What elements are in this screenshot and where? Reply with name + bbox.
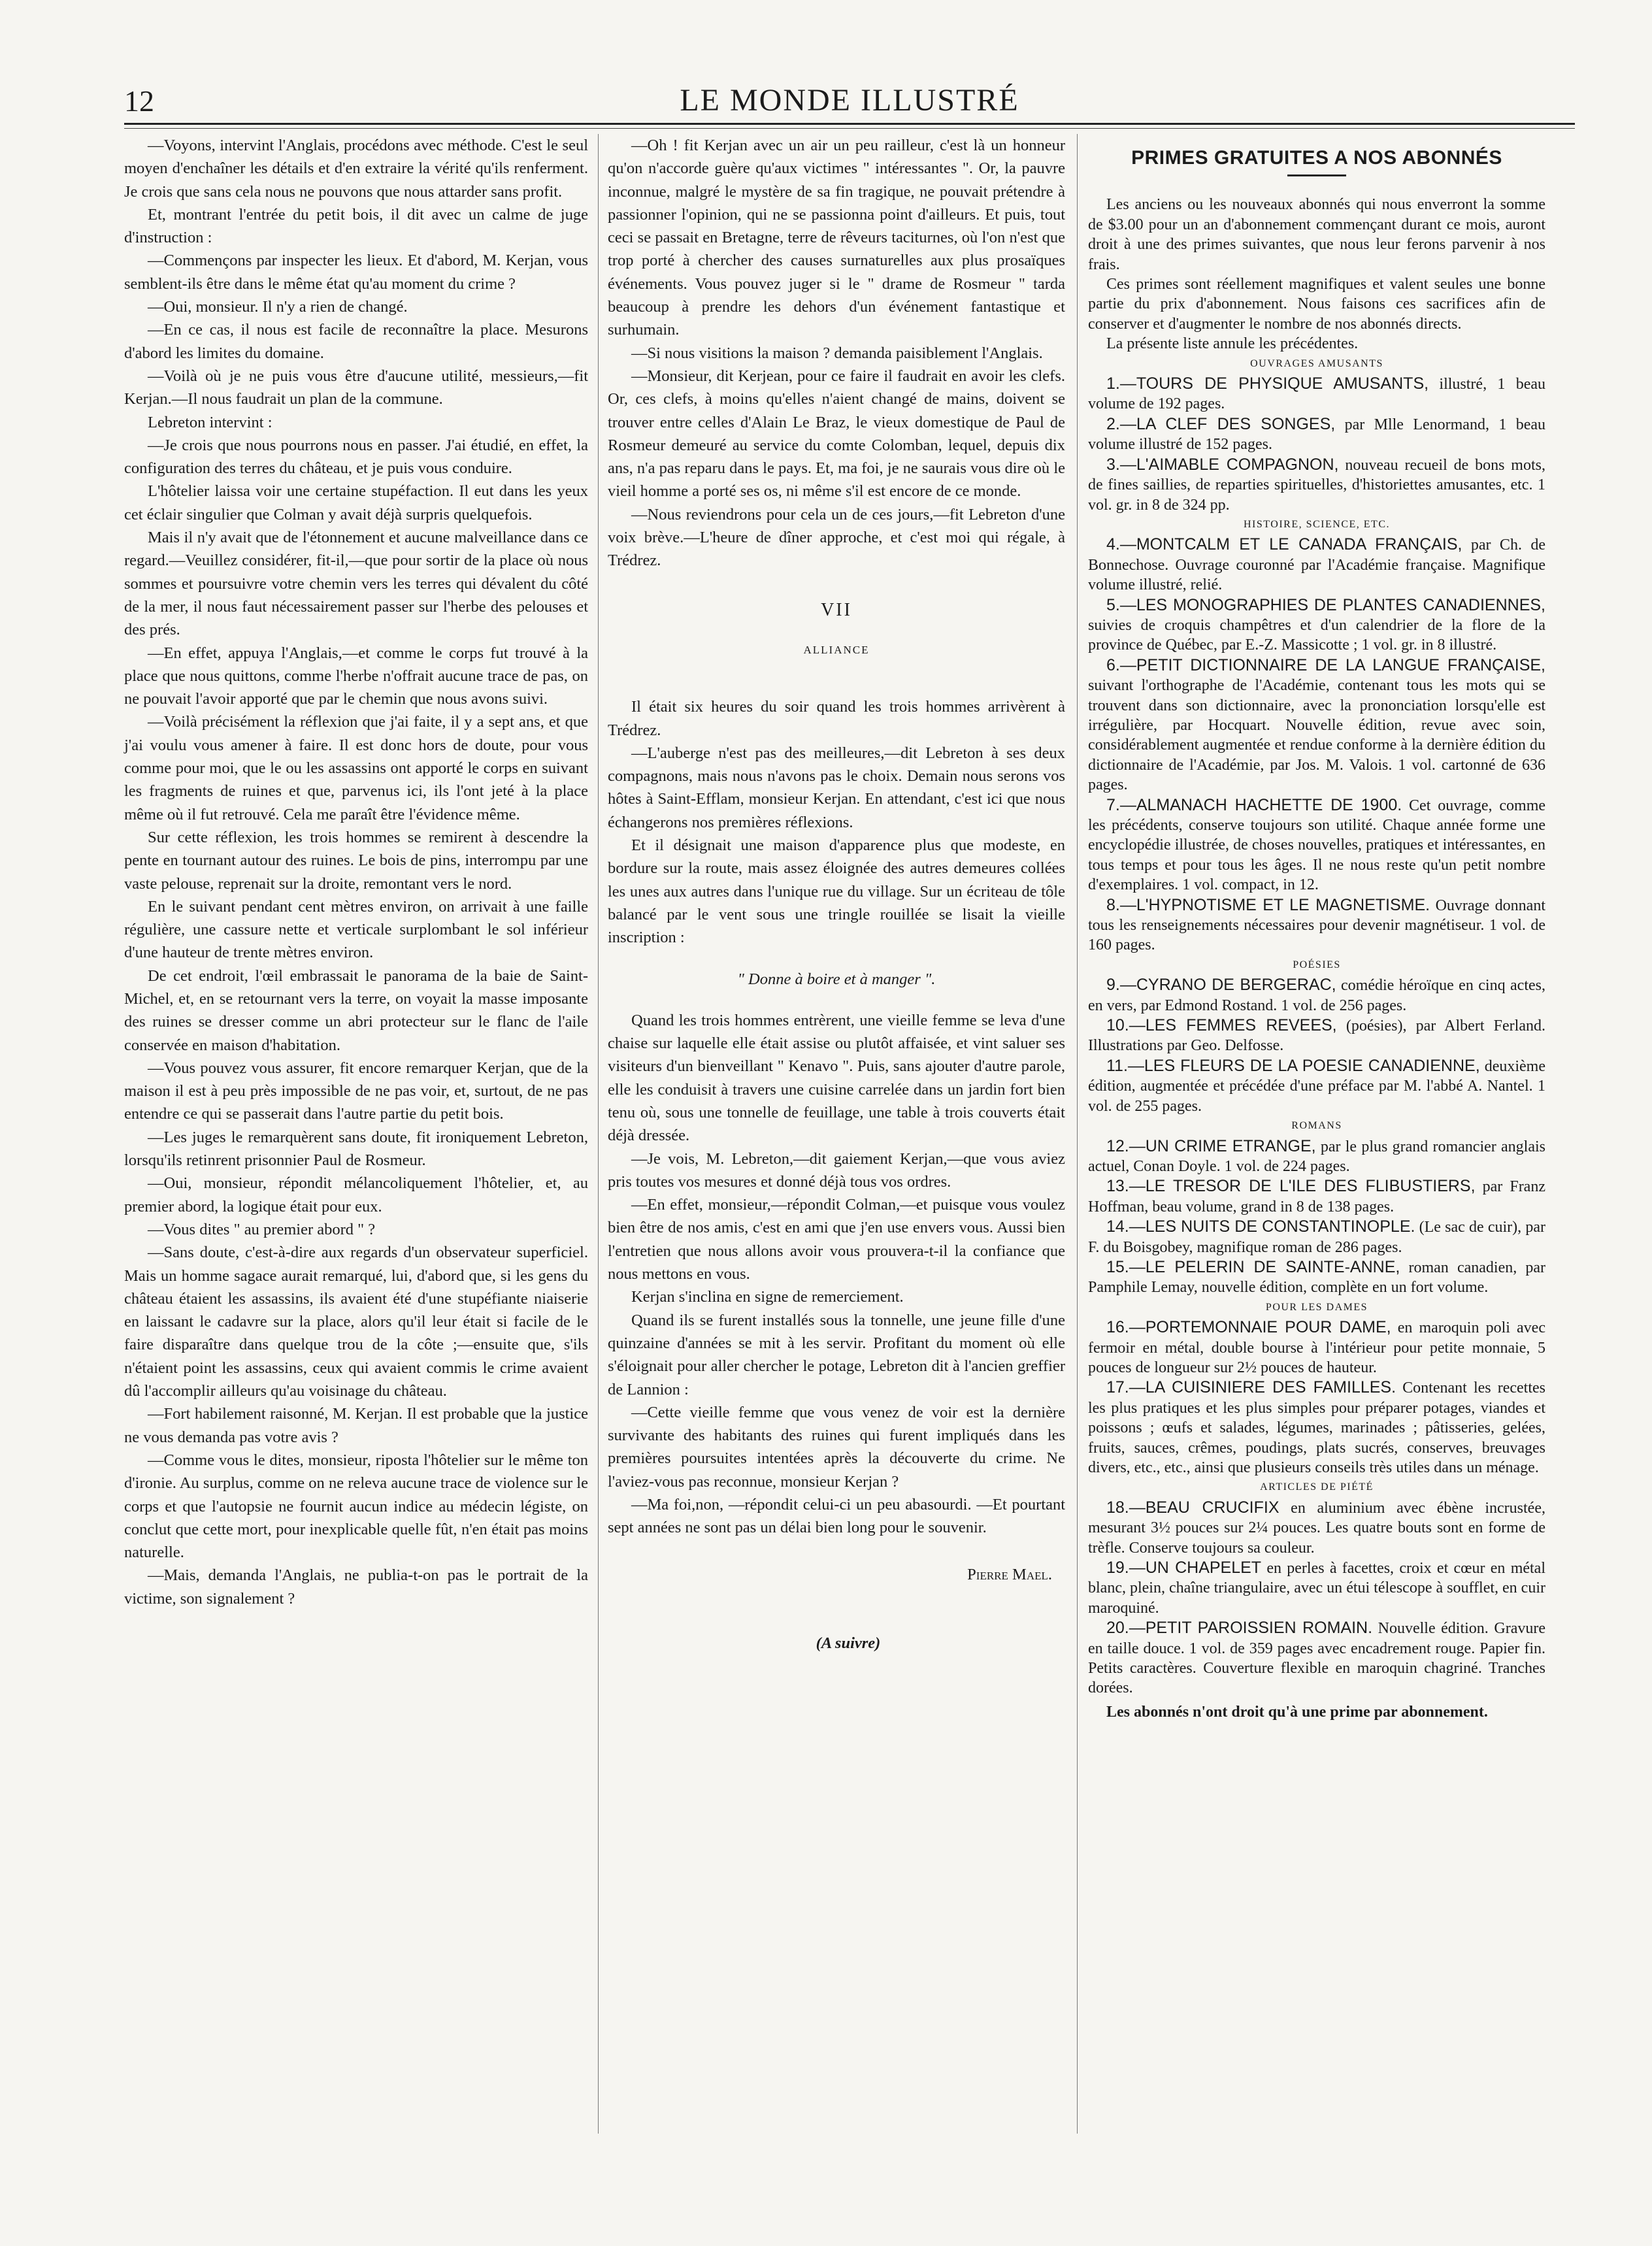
paragraph: —Voyons, intervint l'Anglais, procédons avec méthode. C'est le seul moyen d'enchaîner les détails et d'en extraire la vérité qu'ils renferment. Je crois que sans cela nous ne pouvons que nous attarder sans profit. xyxy=(124,137,588,201)
page-number: 12 xyxy=(124,84,154,118)
paragraph: —Oui, monsieur. Il n'y a rien de changé. xyxy=(148,298,408,316)
prime-item xyxy=(1088,1618,1545,1698)
story-continuation xyxy=(608,134,1065,572)
to-be-continued: (A suivre) xyxy=(816,1634,881,1652)
paragraph: —Vous dites " au premier abord " ? xyxy=(148,1220,376,1238)
prime-item xyxy=(1088,1498,1545,1558)
primes-section-heading: POÉSIES xyxy=(1293,959,1341,970)
paragraph: En le suivant pendant cent mètres environ, on arrivait à une faille régulière, une cassure nette et verticale surplombant le sol inférieur d'une hauteur de trente mètres environ. xyxy=(124,897,588,962)
chapter-number: VII xyxy=(821,599,852,620)
prime-item-description: illustré, 1 beau volume de 192 pages. xyxy=(1088,376,1546,413)
primes-list xyxy=(1088,354,1545,1698)
prime-item-title: 7.—ALMANACH HACHETTE DE 1900. xyxy=(1106,795,1402,814)
inn-inscription: " Donne à boire et à manger ". xyxy=(737,970,936,988)
paragraph: Et, montrant l'entrée du petit bois, il dit avec un calme de juge d'instruction : xyxy=(124,205,588,247)
prime-item-description: comédie héroïque en cinq actes, en vers, par Edmond Rostand. 1 vol. de 256 pages. xyxy=(1088,977,1545,1014)
paragraph: —Je crois que nous pourrons nous en passer. J'ai étudié, en effet, la configuration des terres du château, et je puis vous conduire. xyxy=(124,436,588,478)
paragraph: Et il désignait une maison d'apparence plus que modeste, en bordure sur la route, mais assez éloignée des autres demeures collées les unes aux autres dans l'unique rue du village. Sur un écriteau de tôle balancé par le vent sous une tringle rouillée se lisait la vieille inscription : xyxy=(608,836,1065,947)
prime-item-title: 16.—PORTEMONNAIE POUR DAME, xyxy=(1106,1318,1391,1337)
primes-intro xyxy=(1088,195,1545,354)
primes-intro-paragraph: Les anciens ou les nouveaux abonnés qui nous enverront la somme de $3.00 pour un an d'abonnement commençant durant ce mois, auront droit à une des primes suivantes, que nous leur ferons parvenir à nos frais. xyxy=(1088,196,1545,273)
prime-item-description: en maroquin poli avec fermoir en métal, double bourse à l'intérieur pour petite monnaie, 5 pouces de longueur sur 2½ pouces de hauteur. xyxy=(1088,1319,1545,1376)
prime-item-description: suivant l'orthographe de l'Académie, contenant tous les mots qui se trouvent dans son dictionnaire, avec la prononciation lorsqu'elle est irrégulière, par Hocquart. Nouvelle édition, revue avec soin, considérablement augmentée et rendue conforme à la dernière édition du dictionnaire de l'Académie, par Jos. M. Valois. 1 vol. cartonné de 636 pages. xyxy=(1088,677,1545,794)
prime-item-title: 18.—BEAU CRUCIFIX xyxy=(1106,1498,1280,1517)
prime-item xyxy=(1088,1016,1545,1056)
prime-item-title: 2.—LA CLEF DES SONGES, xyxy=(1106,414,1336,433)
prime-item-description: Ouvrage donnant tous les renseignements nécessaires pour devenir magnétiseur. 1 vol. de 160 pages. xyxy=(1088,897,1545,954)
prime-item xyxy=(1088,1317,1545,1378)
story-column-2 xyxy=(608,134,1065,1655)
story-column-1 xyxy=(124,134,588,1610)
prime-item xyxy=(1088,1136,1545,1177)
prime-item-title: 19.—UN CHAPELET xyxy=(1106,1559,1262,1577)
prime-item-title: 8.—L'HYPNOTISME ET LE MAGNETISME. xyxy=(1106,895,1430,914)
paragraph: Quand les trois hommes entrèrent, une vieille femme se leva d'une chaise sur laquelle elle était assise ou plutôt affaisée, et vint saluer ses visiteurs d'un bienveillant " Kenavo ". Puis, sans ajouter d'autre parole, elle les conduisit à travers une cuisine carrelée dans un jardin fort bien tenu où, sous une tonnelle de feuillage, une table à trois couverts était déjà dressée. xyxy=(608,1011,1065,1145)
prime-item xyxy=(1088,795,1545,895)
paragraph: —Comme vous le dites, monsieur, riposta l'hôtelier sur le même ton d'ironie. Au surplus, comme on ne releva aucune trace de violence sur le corps et que l'autopsie ne fournit aucun indice au médecin légiste, on conclut que cette mort, pour inexplicable quelle fût, n'en était pas moins naturelle. xyxy=(124,1451,588,1562)
paragraph: —En effet, monsieur,—répondit Colman,—et puisque vous voulez bien être de nos amis, c'est en ami que j'en use envers vous. Aussi bien l'entretien que nous allons avoir vous prouvera-t-il la confiance que nous mettons en vous. xyxy=(608,1196,1065,1283)
prime-item-description: par Franz Hoffman, beau volume, grand in 8 de 138 pages. xyxy=(1088,1178,1545,1215)
paragraph: Sur cette réflexion, les trois hommes se remirent à descendre la pente en tournant autour des ruines. Le bois de pins, interrompu par une vaste pelouse, reprenait sur la droite, remontant vers le nord. xyxy=(124,828,588,893)
prime-item-title: 11.—LES FLEURS DE LA POESIE CANADIENNE, xyxy=(1106,1056,1480,1075)
primes-section-heading: POUR LES DAMES xyxy=(1265,1301,1368,1313)
header-rule xyxy=(124,123,1575,125)
prime-item-description: roman canadien, par Pamphile Lemay, nouvelle édition, complète en un fort volume. xyxy=(1088,1259,1546,1296)
prime-item-description: (Le sac de cuir), par F. du Boisgobey, magnifique roman de 286 pages. xyxy=(1088,1219,1545,1256)
prime-item xyxy=(1088,895,1545,955)
header-rule-thin xyxy=(124,128,1575,129)
prime-item xyxy=(1088,1558,1545,1618)
prime-item-description: nouveau recueil de bons mots, de fines saillies, de reparties spirituelles, d'historiettes amusantes, etc. 1 vol. gr. in 8 de 324 pp. xyxy=(1088,456,1545,514)
prime-item xyxy=(1088,1217,1545,1257)
prime-item xyxy=(1088,1378,1545,1478)
prime-item xyxy=(1088,1257,1545,1298)
prime-item-description: en perles à facettes, croix et cœur en métal blanc, plein, chaîne triangulaire, avec un étui télescope à soufflet, en cuir maroquiné. xyxy=(1088,1560,1545,1617)
paragraph: De cet endroit, l'œil embrassait le panorama de la baie de Saint-Michel, et, en se retournant vers la terre, on voyait la masse imposante des ruines se dresser comme un abri protecteur sur le flanc de l'aile conservée en maison d'habitation. xyxy=(124,966,588,1054)
prime-item xyxy=(1088,414,1545,455)
prime-item-title: 13.—LE TRESOR DE L'ILE DES FLIBUSTIERS, xyxy=(1106,1177,1476,1196)
paragraph: —Oh ! fit Kerjan avec un air un peu railleur, c'est là un honneur qu'on n'accorde guère qu'aux victimes " intéressantes ". Or, la pauvre inconnue, malgré le mystère de sa fin tragique, ne pouvait prétendre à passionner l'opinion, qui ne se passionna point d'ailleurs. Et puis, tout ceci se passait en Bretagne, terre de rêveurs taciturnes, où l'on n'est que trop porté à chercher des causes surnaturelles aux plus prosaïques événements. Vous pouvez juger si le " drame de Rosmeur " tarda beaucoup à prendre les dehors d'un événement fantastique et surhumain. xyxy=(608,137,1065,339)
paragraph: Mais il n'y avait que de l'étonnement et aucune malveillance dans ce regard.—Veuillez considérer, fit-il,—que pour sortir de la place où nous sommes et poursuivre votre chemin vers les terres qui dévalent du côté de la mer, il nous faut nécessairement passer sur l'herbe des pelouses et des prés. xyxy=(124,529,588,639)
paragraph: —Ma foi,non, —répondit celui-ci un peu abasourdi. —Et pourtant sept années ne sont pas un délai bien long pour le souvenir. xyxy=(608,1496,1065,1537)
paragraph: —Voilà précisément la réflexion que j'ai faite, il y a sept ans, et que j'ai voulu vous amener à faire. Il est donc hors de doute, pour vous comme pour moi, que le ou les assassins ont apporté le corps en suivant les fragments de ruines et que, parvenus ici, ils l'ont jeté à la place même où il fut retrouvé. Cela me paraît être l'évidence même. xyxy=(124,713,588,823)
prime-item xyxy=(1088,1176,1545,1217)
primes-column xyxy=(1088,134,1545,1722)
primes-title: PRIMES GRATUITES A NOS ABONNÉS xyxy=(1131,147,1502,169)
paragraph: —Sans doute, c'est-à-dire aux regards d'un observateur superficiel. Mais un homme sagace aurait remarqué, lui, d'abord que, si les gens du château étaient les assassins, ils avaient été d'une stupéfiante niaiserie en laissant le cadavre sur la place, alors qu'il leur était si facile de le faire disparaître dans quelque trou de la côte ;—ensuite que, s'ils n'étaient point les assassins, ceux qui avaient commis le crime avaient dû l'accomplir ailleurs qu'au voisinage du château. xyxy=(124,1244,588,1400)
prime-item-title: 5.—LES MONOGRAPHIES DE PLANTES CANADIENNES, xyxy=(1106,595,1545,614)
chapter-text xyxy=(608,695,1065,949)
prime-item-title: 6.—PETIT DICTIONNAIRE DE LA LANGUE FRANÇAISE, xyxy=(1106,655,1545,674)
paragraph: —Fort habilement raisonné, M. Kerjan. Il est probable que la justice ne vous demanda pas votre avis ? xyxy=(124,1405,588,1446)
primes-intro-paragraph: La présente liste annule les précédentes. xyxy=(1106,335,1359,353)
paragraph: —Vous pouvez vous assurer, fit encore remarquer Kerjan, que de la maison il est à peu près impossible de ne pas voir, et, surtout, de ne pas entendre ce qui se passerait dans l'autre partie du petit bois. xyxy=(124,1059,588,1123)
primes-title-rule xyxy=(1287,174,1346,176)
paragraph: —En effet, appuya l'Anglais,—et comme le corps fut trouvé à la place que nous quittons, comme l'herbe n'offrait aucune trace de pas, on ne pouvait l'avoir apporté que par le chemin que nous avons suivi. xyxy=(124,644,588,708)
primes-footer-note: Les abonnés n'ont droit qu'à une prime par abonnement. xyxy=(1106,1703,1488,1721)
paragraph: L'hôtelier laissa voir une certaine stupéfaction. Il eut dans les yeux cet éclair singulier que Colman y avait déjà surpris quelquefois. xyxy=(124,482,588,523)
paragraph: —Si nous visitions la maison ? demanda paisiblement l'Anglais. xyxy=(631,344,1043,362)
paragraph: —Mais, demanda l'Anglais, ne publia-t-on pas le portrait de la victime, son signalement ? xyxy=(124,1566,588,1608)
prime-item xyxy=(1088,455,1545,515)
primes-section-heading: ARTICLES DE PIÉTÉ xyxy=(1260,1481,1374,1493)
prime-item xyxy=(1088,595,1545,655)
prime-item xyxy=(1088,655,1545,795)
prime-item-description: (poésies), par Albert Ferland. Illustrations par Geo. Delfosse. xyxy=(1088,1017,1545,1055)
prime-item-description: par le plus grand romancier anglais actuel, Conan Doyle. 1 vol. de 224 pages. xyxy=(1088,1138,1545,1175)
prime-item-title: 4.—MONTCALM ET LE CANADA FRANÇAIS, xyxy=(1106,535,1462,554)
prime-item xyxy=(1088,535,1545,595)
prime-item-title: 12.—UN CRIME ETRANGE, xyxy=(1106,1136,1316,1155)
prime-item xyxy=(1088,374,1545,414)
paragraph: Il était six heures du soir quand les trois hommes arrivèrent à Trédrez. xyxy=(608,698,1065,739)
paragraph: —Je vois, M. Lebreton,—dit gaiement Kerjan,—que vous aviez pris toutes vos mesures et donné déjà tous vos ordres. xyxy=(608,1149,1065,1191)
paragraph: —Monsieur, dit Kerjean, pour ce faire il faudrait en avoir les clefs. Or, ces clefs, à moins qu'elles n'aient changé de mains, doivent se trouver entre celles d'Alain Le Braz, le vieux domestique de Paul de Rosmeur demeuré au service du comte Colomban, lequel, depuis dix ans, n'a pas reparu dans le pays. Et, ma foi, je ne saurais vous dire où le vieil homme a porté ses os, ni même s'il est encore de ce monde. xyxy=(608,367,1065,501)
prime-item-description: par Mlle Lenormand, 1 beau volume illustré de 152 pages. xyxy=(1088,416,1545,454)
paragraph: —Oui, monsieur, répondit mélancoliquement l'hôtelier, et, au premier abord, la logique était pour eux. xyxy=(124,1174,588,1215)
paragraph: —Voilà où je ne puis vous être d'aucune utilité, messieurs,—fit Kerjan.—Il nous faudrait un plan de la commune. xyxy=(124,367,588,408)
paragraph: Kerjan s'inclina en signe de remerciement. xyxy=(631,1288,904,1306)
prime-item-title: 20.—PETIT PAROISSIEN ROMAIN. xyxy=(1106,1619,1373,1638)
prime-item-description: deuxième édition, augmentée et précédée d'une préface par M. l'abbé A. Nantel. 1 vol. de 255 pages. xyxy=(1088,1057,1545,1115)
prime-item xyxy=(1088,975,1545,1016)
prime-item-description: suivies de croquis champêtres et d'un calendrier de la flore de la province de Québec, par E.-Z. Massicotte ; 1 vol. gr. in 8 illustré. xyxy=(1088,616,1545,654)
prime-item-title: 10.—LES FEMMES REVEES, xyxy=(1106,1016,1337,1035)
prime-item-description: par Ch. de Bonnechose. Ouvrage couronné par l'Académie française. Magnifique volume illustré, relié. xyxy=(1088,537,1545,594)
page-header xyxy=(124,77,1575,129)
chapter-title: ALLIANCE xyxy=(803,643,870,656)
column-divider xyxy=(598,134,599,2134)
chapter-text-continued xyxy=(608,1009,1065,1540)
primes-section-heading: ROMANS xyxy=(1291,1120,1342,1132)
author-signature: Pierre Mael. xyxy=(967,1565,1052,1583)
paragraph: —En ce cas, il nous est facile de reconnaître la place. Mesurons d'abord les limites du domaine. xyxy=(124,321,588,362)
prime-item-title: 15.—LE PELERIN DE SAINTE-ANNE, xyxy=(1106,1257,1400,1276)
primes-intro-paragraph: Ces primes sont réellement magnifiques et valent seules une bonne partie du prix d'abonnement. Nous faisons ces sacrifices afin de conserver et d'augmenter le nombre de nos abonnés directs. xyxy=(1088,276,1545,333)
prime-item xyxy=(1088,1056,1545,1116)
paragraph: —Les juges le remarquèrent sans doute, fit ironiquement Lebreton, lorsqu'ils retinrent prisonnier Paul de Rosmeur. xyxy=(124,1128,588,1170)
masthead: LE MONDE ILLUSTRÉ xyxy=(680,83,1019,118)
prime-item-title: 1.—TOURS DE PHYSIQUE AMUSANTS, xyxy=(1106,374,1429,393)
paragraph: —Commençons par inspecter les lieux. Et d'abord, M. Kerjan, vous semblent-ils être dans le même état qu'au moment du crime ? xyxy=(124,252,588,293)
prime-item-description: en aluminium avec ébène incrustée, mesurant 3½ pouces sur 2¼ pouces. Les quatre bouts sont en forme de trèfle. Conserve toujours sa couleur. xyxy=(1088,1499,1545,1557)
primes-section-heading: OUVRAGES AMUSANTS xyxy=(1250,357,1383,369)
column-divider xyxy=(1077,134,1078,2134)
primes-section-heading: HISTOIRE, SCIENCE, ETC. xyxy=(1244,518,1390,530)
paragraph: Quand ils se furent installés sous la tonnelle, une jeune fille d'une quinzaine d'années se mit à les servir. Profitant du moment où elle s'éloignait pour aller chercher le potage, Lebreton dit à l'ancien greffier de Lannion : xyxy=(608,1311,1065,1398)
prime-item-description: Nouvelle édition. Gravure en taille douce. 1 vol. de 359 pages avec encadrement rouge. Papier fin. Petits caractères. Couverture flexible en maroquin chagriné. Tranches dorées. xyxy=(1088,1620,1545,1697)
paragraph: —Cette vieille femme que vous venez de voir est la dernière survivante des habitants des ruines qui furent impliqués dans les premières poursuites intentées après la découverte du crime. Ne l'aviez-vous pas reconnue, monsieur Kerjan ? xyxy=(608,1403,1065,1491)
prime-item-title: 14.—LES NUITS DE CONSTANTINOPLE. xyxy=(1106,1217,1415,1236)
prime-item-title: 9.—CYRANO DE BERGERAC, xyxy=(1106,976,1336,995)
paragraph: —Nous reviendrons pour cela un de ces jours,—fit Lebreton d'une voix brève.—L'heure de dîner approche, et c'est moi qui régale, à Trédrez. xyxy=(608,505,1065,570)
paragraph: Lebreton intervint : xyxy=(148,413,273,431)
prime-item-title: 17.—LA CUISINIERE DES FAMILLES. xyxy=(1106,1378,1396,1397)
prime-item-description: Cet ouvrage, comme les précédents, conserve toujours son utilité. Chaque année forme une encyclopédie illustrée, de choses nouvelles, pratiques et intéressantes, en tous temps et pour tous les âges. Il ne nous reste qu'un petit nombre d'exemplaires. 1 vol. compact, in 12. xyxy=(1088,797,1546,894)
prime-item-title: 3.—L'AIMABLE COMPAGNON, xyxy=(1106,455,1339,474)
paragraph: —L'auberge n'est pas des meilleures,—dit Lebreton à ses deux compagnons, mais nous n'avons pas le choix. Demain nous serons vos hôtes à Saint-Efflam, monsieur Kerjan. En attendant, c'est ici que nous échangerons nos premières réflexions. xyxy=(608,744,1065,831)
prime-item-description: Contenant les recettes les plus pratiques et les plus simples pour préparer potages, viandes et poissons ; œufs et salades, légumes, marinades ; pâtisseries, gelées, fruits, sauces, crêmes, poudings, plats sucrés, conserves, breuvages divers, etc., etc., ainsi que plusieurs conseils très utiles dans un ménage. xyxy=(1088,1379,1545,1476)
